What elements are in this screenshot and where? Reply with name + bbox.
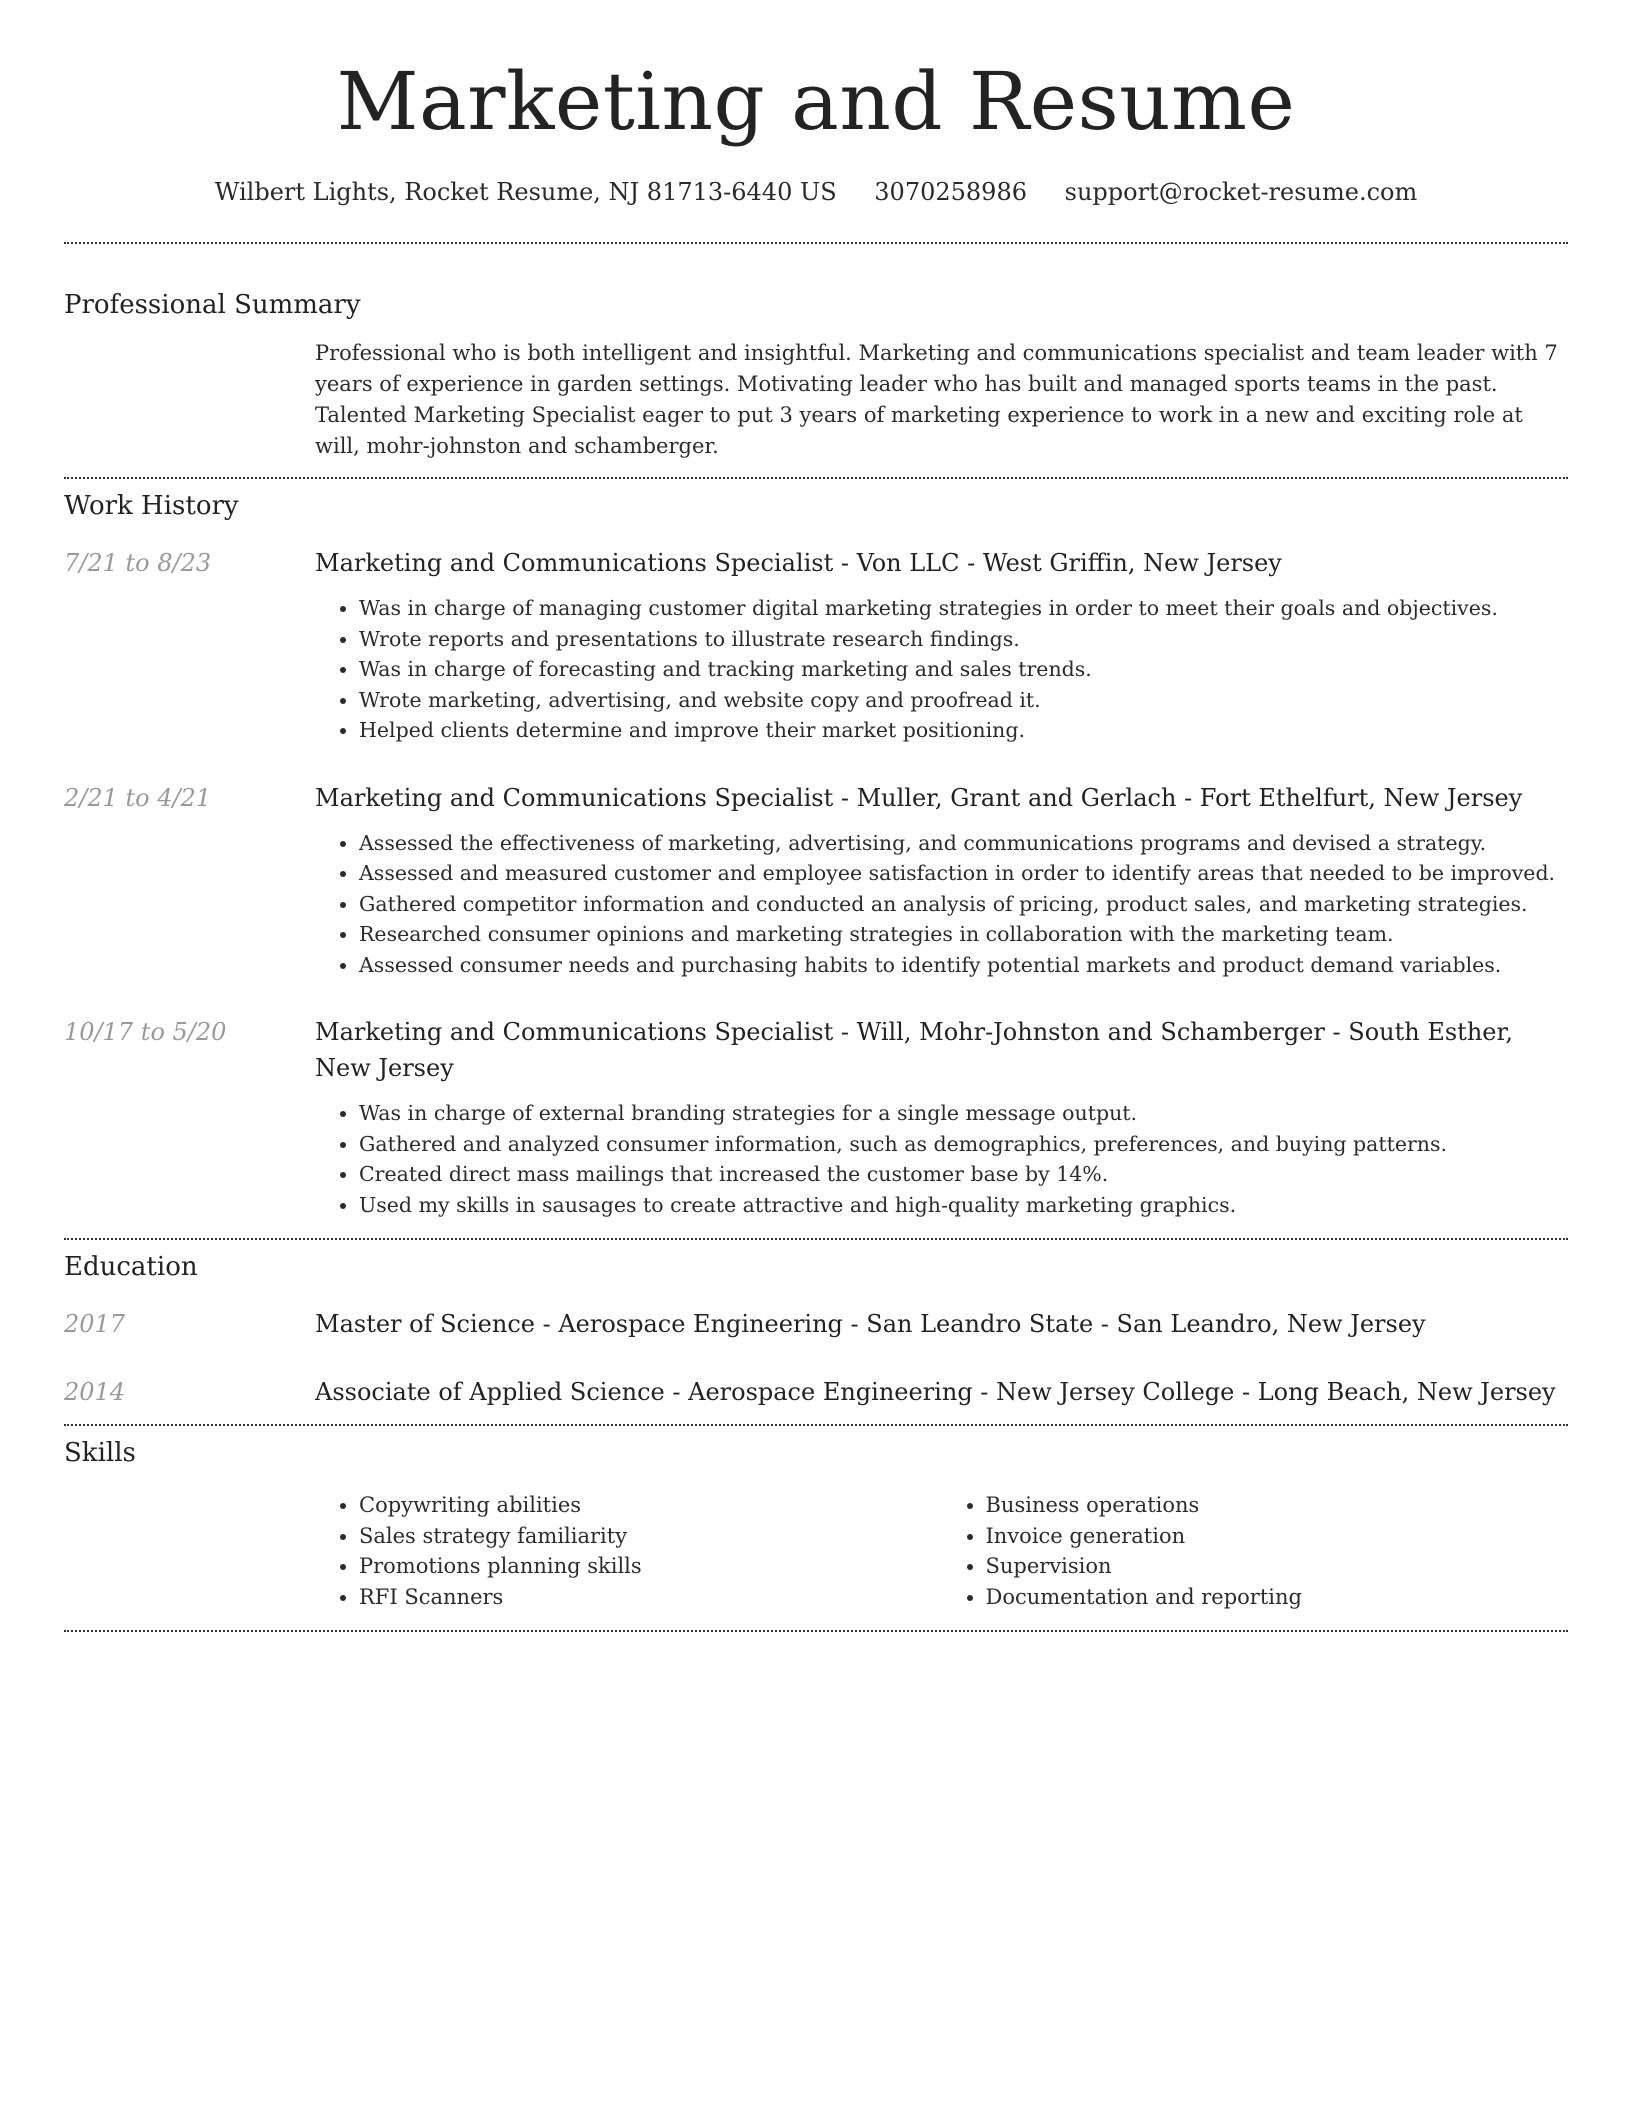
address-text: Wilbert Lights, Rocket Resume, NJ 81713-6440 US [214,178,837,206]
list-item: • Created direct mass mailings that increased the customer base by 14%. [359,1159,1568,1190]
section-divider [64,477,1568,479]
section-divider [64,242,1568,244]
job-bullets [315,593,1568,746]
section-divider [64,1238,1568,1240]
job-entry [64,545,1568,746]
list-item: • Was in charge of managing customer digital marketing strategies in order to meet their goals and objectives. [359,593,1568,624]
list-item: • Used my skills in sausages to create attractive and high-quality marketing graphics. [359,1190,1568,1221]
education-section [64,1250,1568,1410]
list-item: • Was in charge of external branding strategies for a single message output. [359,1098,1568,1129]
skills-heading: Skills [64,1438,136,1468]
skills-columns [315,1490,1568,1612]
job-heading: Marketing and Communications Specialist - Von LLC - West Griffin, New Jersey [315,549,1282,577]
job-heading: Marketing and Communications Specialist - Will, Mohr-Johnston and Schamberger - South Esther, New Jersey [315,1018,1513,1082]
list-item: • Assessed and measured customer and employee satisfaction in order to identify areas that needed to be improved. [359,858,1568,889]
work-history-section [64,489,1568,1220]
list-item: • Was in charge of forecasting and tracking marketing and sales trends. [359,654,1568,685]
education-year: 2017 [64,1310,126,1338]
list-item: • RFI Scanners [359,1582,942,1613]
job-entry [64,1014,1568,1220]
skills-section [64,1436,1568,1612]
list-item: • Wrote reports and presentations to illustrate research findings. [359,624,1568,655]
job-entry [64,780,1568,981]
list-item: • Wrote marketing, advertising, and website copy and proofread it. [359,685,1568,716]
list-item: • Researched consumer opinions and marketing strategies in collaboration with the marketing team. [359,919,1568,950]
skills-list-right [942,1490,1569,1612]
summary-text: Professional who is both intelligent and insightful. Marketing and communications specialist and team leader with 7 years of experience in garden settings. Motivating leader who has built and managed sports teams in the past. Talented Marketing Specialist eager to put 3 years of marketing experience to work in a new and exciting role at will, mohr-johnston and schamberger. [315,341,1558,458]
list-item: • Documentation and reporting [986,1582,1569,1613]
section-divider [64,1424,1568,1426]
list-item: • Invoice generation [986,1521,1569,1552]
skills-list-left [315,1490,942,1612]
job-heading: Marketing and Communications Specialist - Muller, Grant and Gerlach - Fort Ethelfurt, New Jersey [315,783,1523,812]
education-year: 2014 [64,1378,126,1406]
list-item: • Gathered competitor information and conducted an analysis of pricing, product sales, and marketing strategies. [359,889,1568,920]
list-item: • Helped clients determine and improve their market positioning. [359,715,1568,746]
list-item: • Sales strategy familiarity [359,1521,942,1552]
list-item: • Copywriting abilities [359,1490,942,1521]
job-dates: 10/17 to 5/20 [64,1018,227,1046]
phone-text: 3070258986 [874,178,1027,206]
education-entry [64,1306,1568,1342]
list-item: • Promotions planning skills [359,1551,942,1582]
education-heading-text: Associate of Applied Science - Aerospace Engineering - New Jersey College - Long Beach, New Jersey [315,1378,1556,1406]
email-text: support@rocket-resume.com [1064,178,1418,206]
education-heading: Education [64,1252,198,1282]
job-bullets [315,828,1568,981]
summary-section [64,288,1568,462]
education-heading-text: Master of Science - Aerospace Engineering - San Leandro State - San Leandro, New Jersey [315,1310,1426,1338]
job-bullets [315,1098,1568,1220]
contact-line [64,176,1568,208]
job-dates: 2/21 to 4/21 [64,783,212,812]
list-item: • Assessed the effectiveness of marketing, advertising, and communications programs and devised a strategy. [359,828,1568,859]
work-history-heading: Work History [64,491,239,521]
list-item: • Business operations [986,1490,1569,1521]
list-item: • Gathered and analyzed consumer information, such as demographics, preferences, and buying patterns. [359,1129,1568,1160]
job-dates: 7/21 to 8/23 [64,549,212,577]
list-item: • Assessed consumer needs and purchasing habits to identify potential markets and product demand variables. [359,950,1568,981]
summary-heading: Professional Summary [64,290,361,320]
list-item: • Supervision [986,1551,1569,1582]
education-entry [64,1374,1568,1410]
section-divider [64,1630,1568,1632]
resume-page [64,0,1568,1632]
resume-title: Marketing and Resume [336,55,1296,148]
